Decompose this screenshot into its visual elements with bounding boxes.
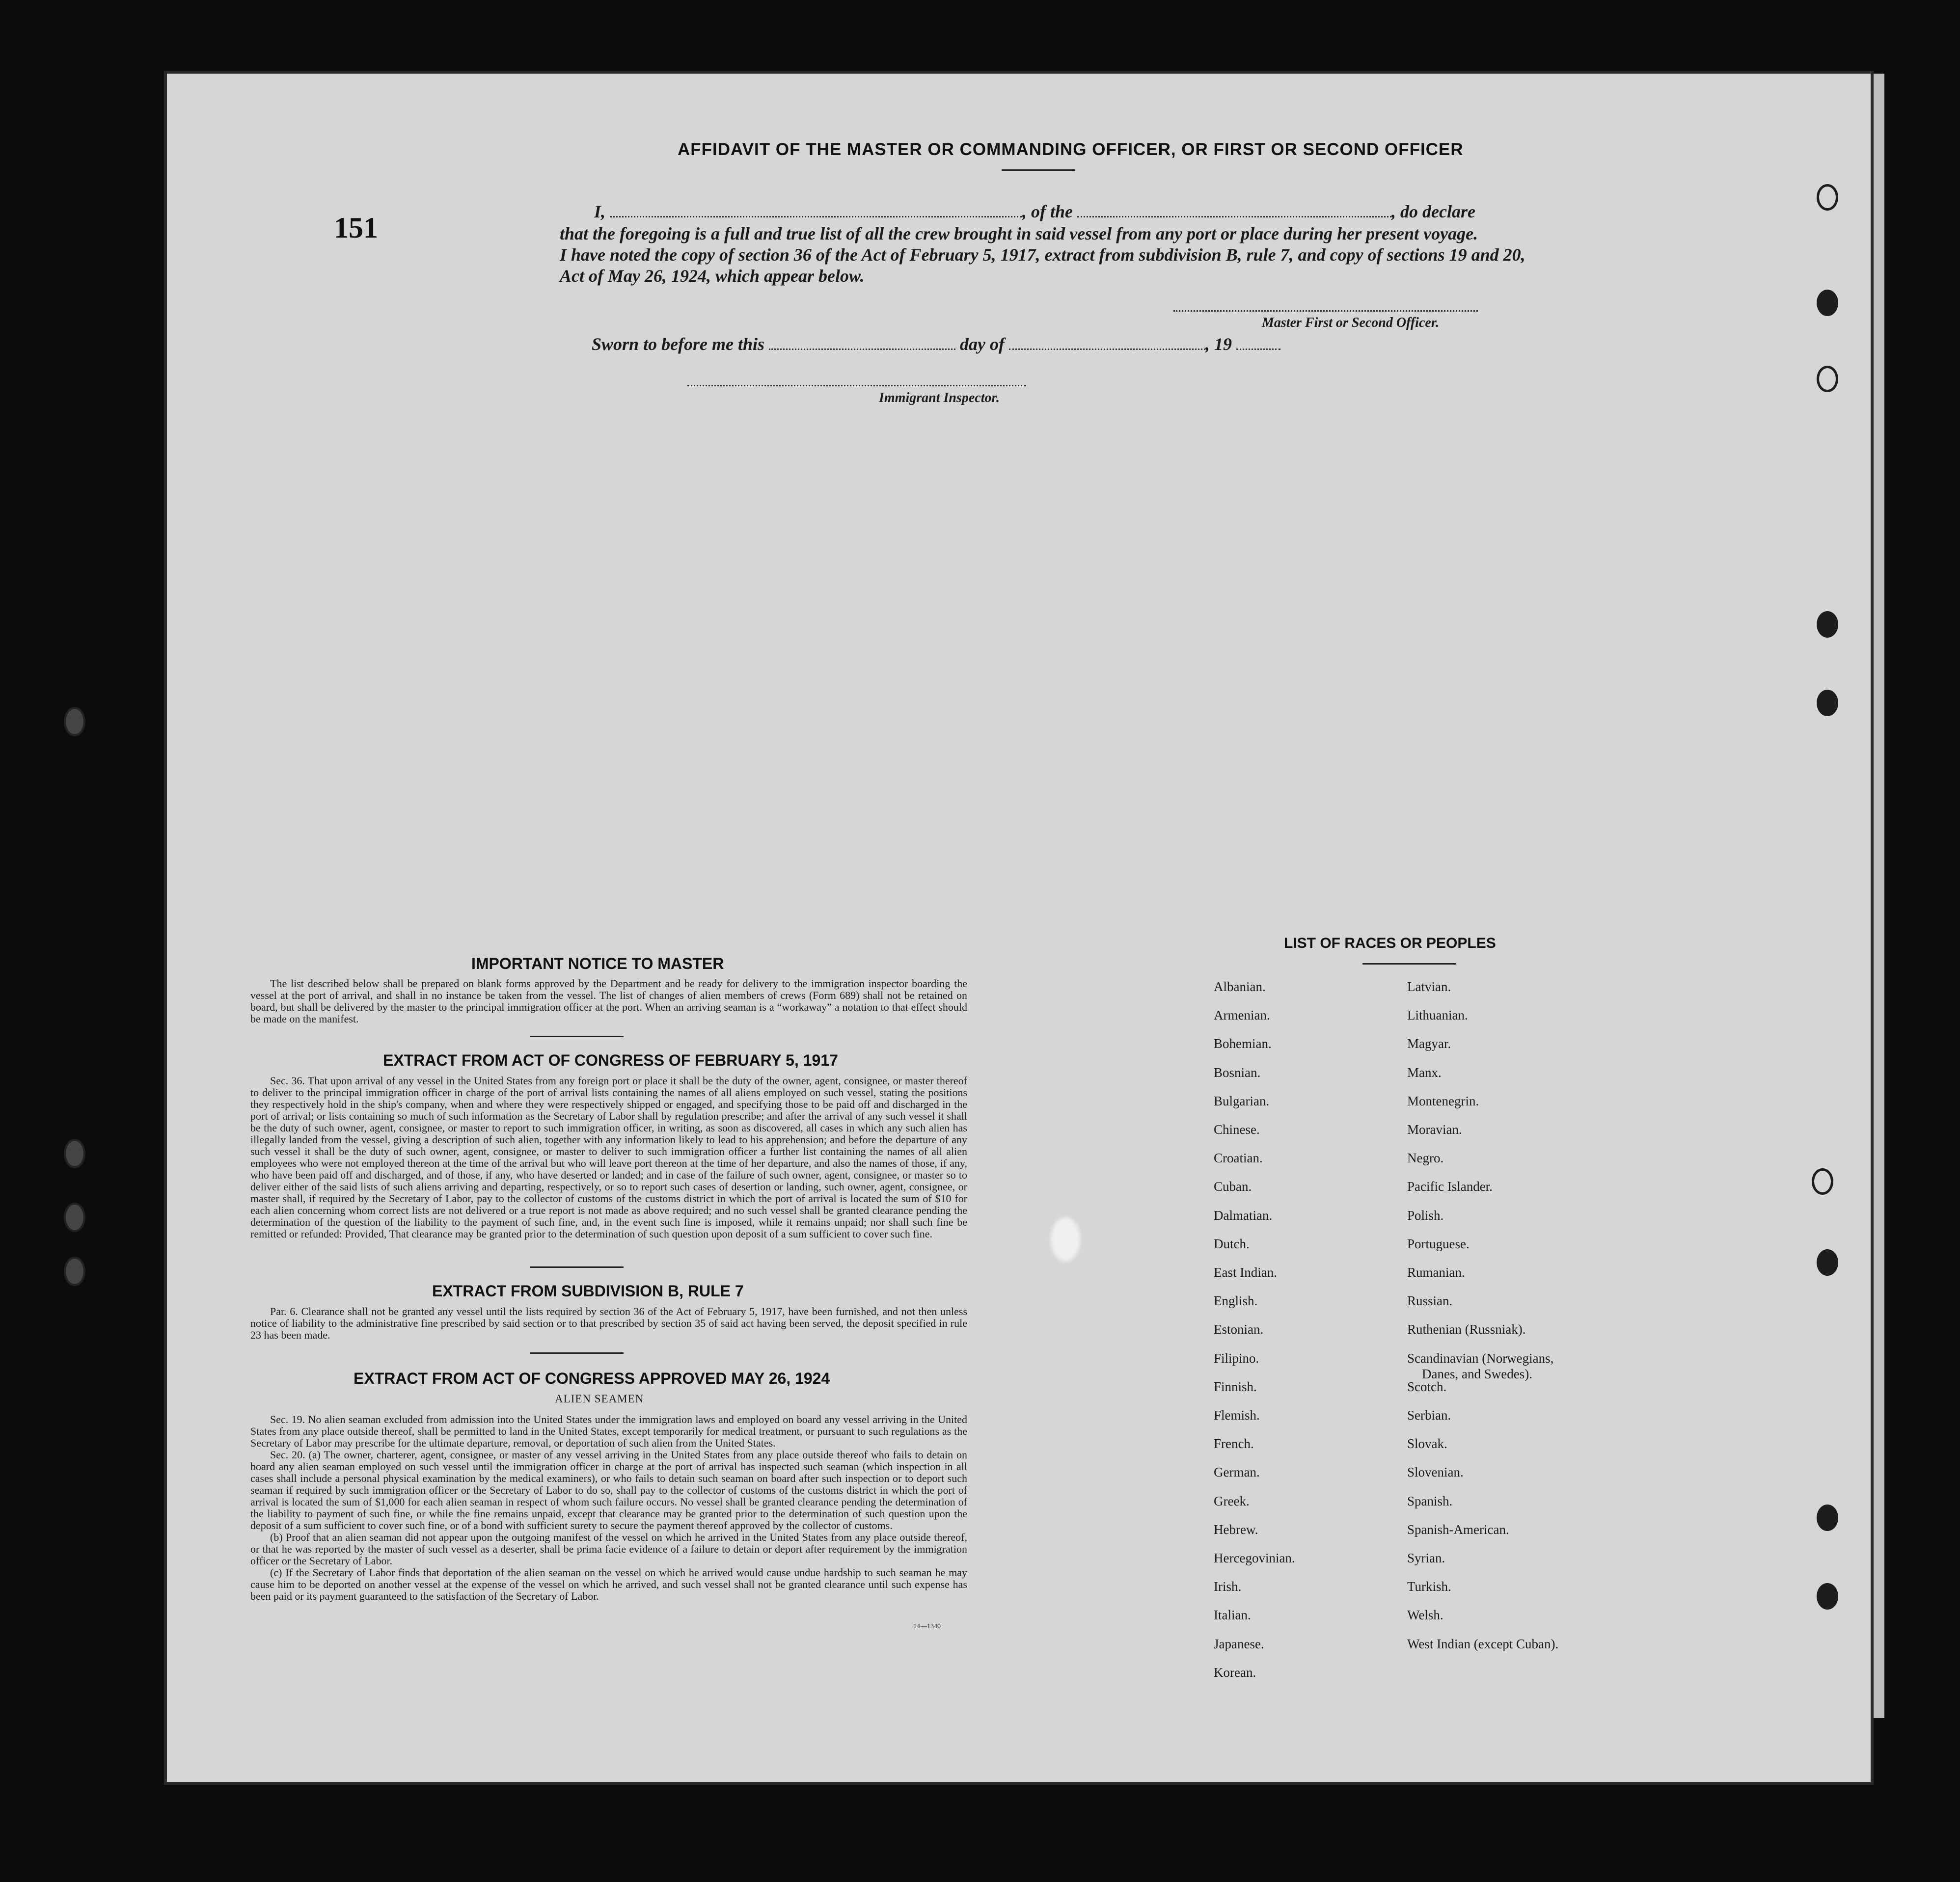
sworn-day-blank[interactable]: [769, 336, 955, 350]
day-of-label: day of: [960, 334, 1005, 354]
par6-paragraph: Par. 6. Clearance shall not be granted any vessel until the lists required by section 36 of the Act of February 5, 1917, have been furnished, and not then unless notice of liability to the administrative fine prescribed by said section or to that prescribed by section 35 of said act having been served, the deposit specified in rule 23 has been made.: [250, 1305, 967, 1341]
race-item-left-7: Cuban.: [1214, 1179, 1252, 1194]
race-item-left-13: Filipino.: [1214, 1350, 1259, 1366]
extract-1924-title: EXTRACT FROM ACT OF CONGRESS APPROVED MAY 26, 1924: [354, 1370, 830, 1387]
race-item-left-16: French.: [1214, 1436, 1254, 1452]
race-item-left-14: Finnish.: [1214, 1379, 1257, 1394]
binder-hole: [64, 1203, 85, 1232]
notice-title: IMPORTANT NOTICE TO MASTER: [471, 955, 724, 972]
race-item-left-6: Croatian.: [1214, 1151, 1263, 1166]
extract-1924-body: [250, 1414, 967, 1602]
race-item-right-18: Slovenian.: [1407, 1465, 1464, 1480]
punch-hole: [1817, 1249, 1838, 1276]
notice-paragraph: The list described below shall be prepared on blank forms approved by the Department and be ready for delivery to the immigration inspector boarding the vessel at the port of arrival, and shall in no instance be taken from the vessel. The list of changes of alien members of crews (Form 689) shall not be retained on board, but shall be delivered by the master to the principal immigration officer at the port. When an arriving seaman is a “workaway” a notation to that effect should be made on the manifest.: [250, 977, 967, 1025]
form-number: 14—1340: [913, 1623, 941, 1630]
punch-hole: [1817, 1505, 1838, 1531]
section-rule: [530, 1352, 624, 1354]
affidavit-declaration-line: [594, 201, 1475, 222]
race-item-right-15: Scotch.: [1407, 1379, 1447, 1394]
sec19-paragraph: Sec. 19. No alien seaman excluded from admission into the United States under the immigration laws and employed on board any vessel arriving in the United States from any place outside thereof, shall be permitted to land in the United States, except temporarily for medical treatment, or pursuant to such regulations as the Secretary of Labor may prescribe for the ultimate departure, removal, or deportation of such alien from the United States.: [250, 1413, 967, 1449]
race-item-right-5: Moravian.: [1407, 1122, 1462, 1137]
section-rule: [530, 1036, 624, 1037]
race-item-right-22: Turkish.: [1407, 1579, 1451, 1594]
affidavit-title: AFFIDAVIT OF THE MASTER OR COMMANDING OFFICER, OR FIRST OR SECOND OFFICER: [678, 140, 1464, 159]
race-item-right-21: Syrian.: [1407, 1551, 1445, 1565]
race-item-left-1: Armenian.: [1214, 1008, 1270, 1023]
sec20c-paragraph: (c) If the Secretary of Labor finds that deportation of the alien seaman on the vessel on which he arrived would cause undue hardship to such seaman he may cause him to be deported on another vessel at the expense of the vessel on which he arrived, and such vessel shall not be granted clearance until such expense has been paid or its payment guaranteed to the satisfaction of the Secretary of Labor.: [250, 1566, 967, 1602]
race-item-right-3: Manx.: [1407, 1065, 1442, 1080]
inspector-signature-line[interactable]: [687, 385, 1026, 386]
race-item-right-14: Danes, and Swedes).: [1422, 1366, 1532, 1381]
race-item-right-11: Russian.: [1407, 1293, 1453, 1309]
race-item-right-6: Negro.: [1407, 1151, 1444, 1166]
race-item-left-22: Italian.: [1214, 1608, 1251, 1623]
punch-hole: [1817, 366, 1838, 392]
race-item-left-10: East Indian.: [1214, 1265, 1277, 1280]
binder-hole: [64, 1257, 85, 1286]
extract-rule7-title: EXTRACT FROM SUBDIVISION B, RULE 7: [432, 1282, 744, 1300]
sec20a-paragraph: Sec. 20. (a) The owner, charterer, agent, consignee, or master of any vessel arriving in the United States from any place outside thereof who fails to detain on board any alien seaman employed on such vessel until the immigration officer in charge at the port of arrival has inspected such seaman (which inspection in all cases shall include a personal physical examination by the medical examiners), or who fails to detain such seaman on board after such inspection or to deport such seaman if required by such immigration officer or the Secretary of Labor to do so, shall pay to the collector of customs of the customs district in which the port of arrival is located the sum of $1,000 for each alien seaman in respect of whom such failure occurs. No vessel shall be granted clearance pending the determination of the liability to payment of such fine, or while the fine remains unpaid, except that clearance may be granted prior to the determination of such question upon the deposit of a sum sufficient to cover such fine, or of a bond with sufficient surety to secure the payment thereof approved by the collector of customs.: [250, 1449, 967, 1532]
race-item-left-11: English.: [1214, 1293, 1258, 1309]
race-item-right-16: Serbian.: [1407, 1408, 1451, 1423]
race-item-right-2: Magyar.: [1407, 1036, 1451, 1051]
extract-1917-title: EXTRACT FROM ACT OF CONGRESS OF FEBRUARY 5, 1917: [383, 1051, 838, 1069]
punch-hole: [1817, 690, 1838, 716]
race-item-right-4: Montenegrin.: [1407, 1093, 1479, 1108]
race-item-left-18: Greek.: [1214, 1493, 1250, 1508]
punch-hole: [1817, 611, 1838, 638]
alien-seamen-subtitle: ALIEN SEAMEN: [555, 1393, 644, 1405]
affidavit-line-3: I have noted the copy of section 36 of the Act of February 5, 1917, extract from subdivision B, rule 7, and copy of sections 19 and 20,: [560, 245, 1525, 265]
race-item-right-10: Rumanian.: [1407, 1265, 1465, 1280]
binder-hole: [64, 1139, 85, 1168]
race-item-right-24: West Indian (except Cuban).: [1407, 1636, 1559, 1651]
affidavit-line-2: that the foregoing is a full and true list of all the crew brought in said vessel from any port or place during her present voyage.: [560, 224, 1478, 243]
race-item-left-0: Albanian.: [1214, 979, 1266, 994]
handwritten-mark: 151: [334, 212, 378, 244]
race-item-right-17: Slovak.: [1407, 1436, 1447, 1452]
vessel-blank[interactable]: [1077, 203, 1391, 217]
paper-damage: [1051, 1217, 1080, 1262]
races-rule: [1362, 963, 1456, 965]
race-item-left-12: Estonian.: [1214, 1322, 1264, 1337]
master-caption: Master First or Second Officer.: [1262, 315, 1440, 330]
punch-hole: [1817, 184, 1838, 211]
race-item-right-1: Lithuanian.: [1407, 1008, 1468, 1023]
sec36-paragraph: Sec. 36. That upon arrival of any vessel in the United States from any foreign port or place it shall be the duty of the owner, agent, consignee, or master thereof to deliver to the principal immigration officer in charge of the port of arrival lists containing the names of all aliens employed on such vessel, stating the positions they respectively hold in the ship's company, when and where they were respectively shipped or engaged, and specifying those to be paid off and discharged in the port of arrival; or lists containing so much of such information as the Secretary of Labor shall by regulation prescribe; and after the arrival of any such vessel it shall be the duty of such owner, agent, consignee, or master to report to such immigration officer, in writing, as soon as discovered, all cases in which any such alien has illegally landed from the vessel, giving a description of such alien, together with any information likely to lead to his apprehension; and before the departure of any such vessel it shall be the duty of such owner, agent, consignee, or master to deliver to such immigration officer a further list containing the names of all alien employees who were not employed thereon at the time of the arrival but who will leave port thereon at the time of her departure, and also the names of those, if any, who have been paid off and discharged, and of those, if any, who have deserted or landed; and in case of the failure of such owner, agent, consignee, or master so to deliver either of the said lists of such aliens arriving and departing, respectively, or so to report such cases of desertion or landing, such owner, agent, consignee, or master shall, if required by the Secretary of Labor, pay to the collector of customs of the customs district in which the port of arrival is located the sum of $10 for each alien concerning whom correct lists are not delivered or a true report is not made as above required; and no such vessel shall be granted clearance pending the determination of the question of the liability to the payment of such fine, and, in the event such fine is imposed, while it remains unpaid; nor shall such fine be remitted or refunded: Provided, That clearance may be granted prior to the determination of such question upon deposit of a sum sufficient to cover such fine.: [250, 1075, 967, 1240]
race-item-left-17: German.: [1214, 1465, 1260, 1480]
race-item-left-3: Bosnian.: [1214, 1065, 1261, 1080]
race-item-left-24: Korean.: [1214, 1665, 1256, 1680]
race-item-left-21: Irish.: [1214, 1579, 1242, 1594]
race-item-right-19: Spanish.: [1407, 1493, 1453, 1508]
race-item-right-12: Ruthenian (Russniak).: [1407, 1322, 1526, 1337]
race-item-left-9: Dutch.: [1214, 1236, 1250, 1251]
sec20b-paragraph: (b) Proof that an alien seaman did not appear upon the outgoing manifest of the vessel on which he arrived in the United States from any place outside thereof, or that he was reported by the master of such vessel as a deserter, shall be prima facie evidence of a failure to detain or deport after requirement by the immigration officer or the Secretary of Labor.: [250, 1531, 967, 1567]
race-item-right-9: Portuguese.: [1407, 1236, 1470, 1251]
race-item-left-23: Japanese.: [1214, 1636, 1264, 1651]
race-item-right-13: Scandinavian (Norwegians,: [1407, 1350, 1554, 1366]
race-item-right-20: Spanish-American.: [1407, 1522, 1509, 1537]
sworn-line: [592, 334, 1280, 354]
race-item-left-19: Hebrew.: [1214, 1522, 1258, 1537]
punch-hole: [1817, 1583, 1838, 1610]
punch-hole: [1817, 290, 1838, 316]
race-item-left-8: Dalmatian.: [1214, 1208, 1273, 1223]
punch-hole: [1812, 1168, 1833, 1195]
sworn-month-blank[interactable]: [1009, 336, 1205, 350]
extract-1917-body: [250, 1075, 967, 1240]
race-item-right-23: Welsh.: [1407, 1608, 1443, 1623]
race-item-left-2: Bohemian.: [1214, 1036, 1272, 1051]
race-item-left-15: Flemish.: [1214, 1408, 1260, 1423]
race-item-left-20: Hercegovinian.: [1214, 1551, 1295, 1565]
section-rule: [530, 1266, 624, 1268]
name-blank[interactable]: [610, 203, 1022, 217]
declaration-of-the: , of the: [1022, 202, 1073, 221]
year-label: , 19: [1205, 334, 1232, 354]
race-item-right-0: Latvian.: [1407, 979, 1451, 994]
race-item-right-8: Polish.: [1407, 1208, 1444, 1223]
race-item-left-4: Bulgarian.: [1214, 1093, 1270, 1108]
declaration-declare: , do declare: [1391, 202, 1475, 221]
declaration-i: I,: [594, 202, 606, 221]
sworn-year-blank[interactable]: [1236, 336, 1280, 350]
races-title: LIST OF RACES OR PEOPLES: [1284, 935, 1496, 951]
extract-rule7-body: [250, 1306, 967, 1341]
notice-body: [250, 978, 967, 1025]
affidavit-line-4: Act of May 26, 1924, which appear below.: [560, 266, 865, 286]
binder-hole: [64, 707, 85, 736]
inspector-caption: Immigrant Inspector.: [879, 390, 1000, 405]
race-item-right-7: Pacific Islander.: [1407, 1179, 1493, 1194]
master-signature-line[interactable]: [1173, 310, 1478, 312]
title-rule: [1002, 169, 1075, 171]
sworn-label: Sworn to before me this: [592, 334, 765, 354]
race-item-left-5: Chinese.: [1214, 1122, 1260, 1137]
